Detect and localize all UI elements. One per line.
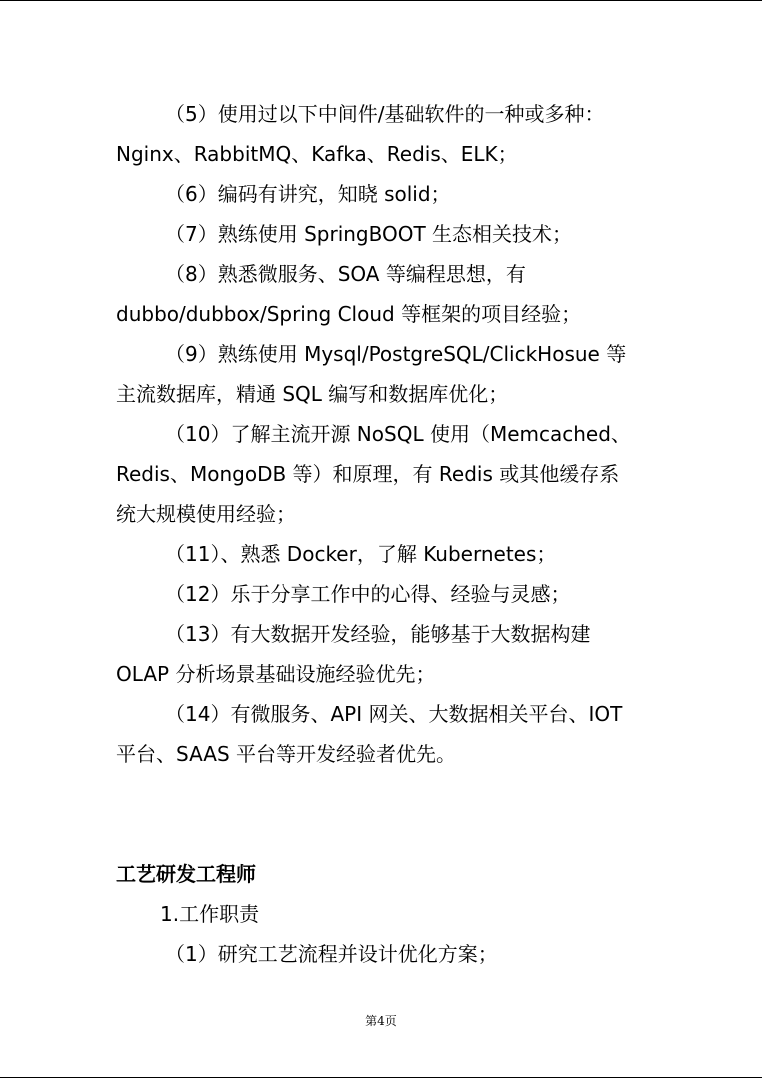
- requirement-item-6: （6）编码有讲究，知晓 solid；: [165, 182, 451, 206]
- requirement-item-10: （10）了解主流开源 NoSQL 使用（Memcached、: [165, 422, 631, 446]
- requirement-item-7: （7）熟练使用 SpringBOOT 生态相关技术；: [165, 222, 573, 246]
- page-number: 第4页: [365, 1014, 397, 1028]
- requirement-item-10-continued-2: 统大规模使用经验；: [116, 502, 296, 526]
- requirement-item-10-continued: Redis、MongoDB 等）和原理，有 Redis 或其他缓存系: [116, 462, 620, 486]
- requirement-item-11: （11）、熟悉 Docker，了解 Kubernetes；: [165, 542, 557, 566]
- section-subtitle: 1.工作职责: [160, 902, 260, 926]
- requirement-item-14-continued: 平台、SAAS 平台等开发经验者优先。: [116, 742, 457, 766]
- requirement-item-14: （14）有微服务、API 网关、大数据相关平台、IOT: [165, 702, 623, 726]
- requirement-item-9: （9）熟练使用 Mysql/PostgreSQL/ClickHosue 等: [165, 342, 627, 366]
- requirement-item-5: （5）使用过以下中间件/基础软件的一种或多种：: [165, 102, 605, 126]
- bottom-border-line: [0, 1077, 762, 1078]
- requirement-item-5-continued: Nginx、RabbitMQ、Kafka、Redis、ELK；: [116, 142, 518, 166]
- section-title: 工艺研发工程师: [116, 862, 256, 886]
- requirement-item-8-continued: dubbo/dubbox/Spring Cloud 等框架的项目经验；: [116, 302, 582, 326]
- requirement-item-13-continued: OLAP 分析场景基础设施经验优先；: [116, 662, 436, 686]
- top-border-line: [0, 0, 762, 1]
- duty-item-1: （1）研究工艺流程并设计优化方案；: [165, 942, 498, 966]
- requirement-item-9-continued: 主流数据库，精通 SQL 编写和数据库优化；: [116, 382, 509, 406]
- requirement-item-13: （13）有大数据开发经验，能够基于大数据构建: [165, 622, 591, 646]
- requirement-item-12: （12）乐于分享工作中的心得、经验与灵感；: [165, 582, 571, 606]
- requirement-item-8: （8）熟悉微服务、SOA 等编程思想，有: [165, 262, 526, 286]
